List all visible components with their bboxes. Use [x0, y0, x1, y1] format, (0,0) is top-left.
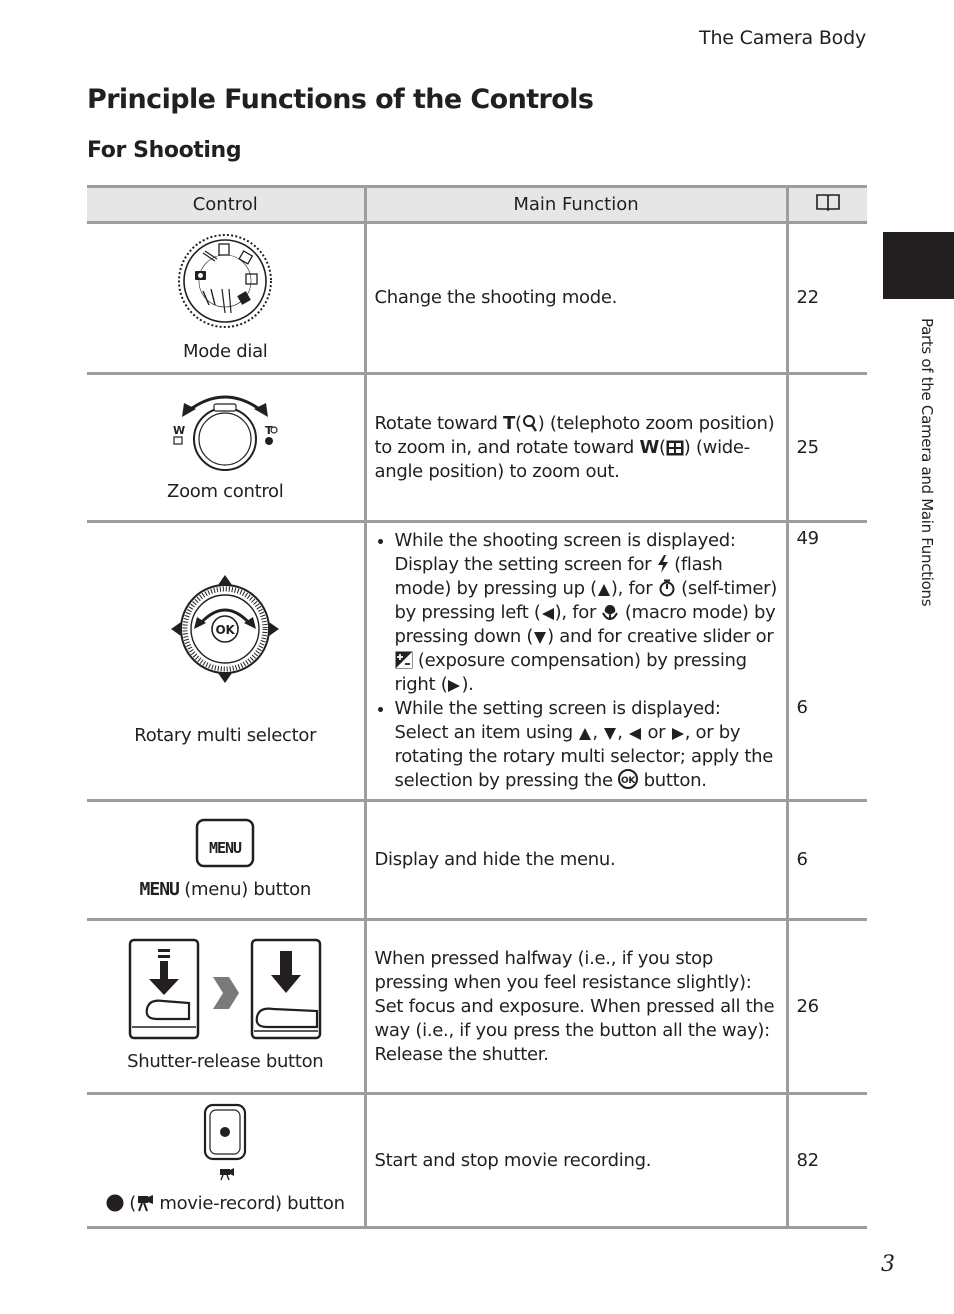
function-text: ( [515, 412, 522, 434]
arrow-up-icon [597, 583, 611, 597]
svg-text:T: T [265, 424, 273, 437]
function-text: ). [461, 674, 474, 695]
flash-icon [657, 555, 669, 573]
control-cell [87, 801, 365, 920]
svg-text:W: W [173, 424, 186, 437]
ok-button-icon [618, 769, 638, 789]
thumbnail-grid-icon [666, 440, 684, 456]
table-row [87, 801, 867, 920]
page-number: 3 [881, 1252, 895, 1277]
table-row [87, 920, 867, 1094]
arrow-down-icon [603, 727, 617, 741]
control-label-mode-dial: Mode dial [182, 340, 268, 362]
function-text: (self-timer) by pressing left ( [394, 578, 777, 623]
function-text: (flash mode) by pressing up ( [394, 554, 723, 599]
arrow-up-icon [578, 727, 592, 741]
function-text: or [647, 722, 666, 743]
controls-table [87, 185, 867, 1229]
function-cell: Display and hide the menu. [365, 801, 787, 920]
function-text: ) (telephoto zoom position) to zoom in, and rotate toward [374, 412, 775, 458]
function-text: button. [643, 770, 707, 791]
arrow-left-icon [628, 727, 642, 741]
function-text: , [617, 722, 623, 743]
control-cell [87, 920, 365, 1094]
reference-page: 6 [796, 697, 808, 718]
control-label-menu [87, 878, 364, 902]
self-timer-icon [658, 579, 676, 597]
menu-icon-text: MENU [139, 878, 179, 900]
control-cell [87, 374, 365, 522]
table-row [87, 374, 867, 522]
list-item [395, 697, 778, 793]
record-dot-icon [106, 1194, 124, 1212]
shutter-release-icon [127, 937, 323, 1041]
movie-record-button-icon [200, 1103, 250, 1183]
control-cell [87, 223, 365, 374]
header-control: Control [87, 187, 365, 223]
function-text: , [592, 722, 598, 743]
page-title: Principle Functions of the Controls [87, 84, 594, 115]
list-item [395, 529, 778, 697]
arrow-right-icon [447, 679, 461, 693]
function-cell: When pressed halfway (i.e., if you stop pressing when you feel resistance slightly): Set focus and exposure. When pressed all the way (i.e., if you press the button all the way): Release the shutter. [365, 920, 787, 1094]
header-section-title: The Camera Body [699, 27, 866, 49]
function-cell: Change the shooting mode. [365, 223, 787, 374]
control-label-text: ( [129, 1193, 136, 1214]
header-reference [787, 187, 867, 223]
control-label-zoom: Zoom control [167, 481, 284, 502]
function-text: (exposure compensation) by pressing right ( [394, 650, 747, 695]
macro-icon [601, 603, 619, 621]
function-text: ), for [610, 578, 653, 599]
control-label-text: movie-record) button [159, 1193, 345, 1214]
reference-pages-cell [787, 522, 867, 801]
exposure-compensation-icon [395, 651, 413, 669]
zoom-control-icon [170, 389, 280, 471]
control-label-text: (menu) button [184, 878, 311, 900]
menu-button-icon [194, 817, 256, 869]
function-text: ), for [554, 602, 597, 623]
control-label-shutter: Shutter-release button [127, 1051, 324, 1072]
arrow-down-icon [533, 631, 547, 645]
function-text: Rotate toward [374, 412, 498, 434]
function-text: While the shooting screen is displayed: Display the setting screen for [394, 530, 736, 575]
table-row [87, 223, 867, 374]
side-tab-marker [883, 232, 954, 299]
table-row [87, 1094, 867, 1228]
telephoto-letter: T [503, 412, 515, 434]
rotary-multi-selector-icon [169, 573, 281, 685]
magnify-icon [522, 414, 538, 432]
section-title: For Shooting [87, 138, 242, 163]
reference-page: 82 [787, 1094, 867, 1228]
svg-text:OK: OK [621, 776, 636, 786]
reference-page: 25 [787, 374, 867, 522]
book-icon [815, 192, 841, 212]
mode-dial-icon [175, 231, 275, 331]
reference-page: 22 [787, 223, 867, 374]
function-text: ) and for creative slider or [547, 626, 774, 647]
function-text: ( [659, 436, 666, 458]
function-text: While the setting screen is displayed: Select an item using [394, 698, 721, 743]
reference-page: 49 [796, 528, 819, 549]
function-text: , or by rotating the rotary multi selector; apply the selection by pressing the [394, 722, 774, 791]
table-header-row [87, 187, 867, 223]
arrow-right-icon [671, 727, 685, 741]
reference-page: 26 [787, 920, 867, 1094]
control-label-movie [87, 1192, 364, 1216]
reference-page: 6 [787, 801, 867, 920]
table-row [87, 522, 867, 801]
header-main-function: Main Function [365, 187, 787, 223]
function-text: ) (wide-angle position) to zoom out. [374, 436, 750, 482]
arrow-left-icon [541, 607, 555, 621]
movie-camera-icon [136, 1194, 154, 1212]
svg-text:MENU: MENU [209, 838, 242, 857]
wide-letter: W [639, 436, 660, 458]
control-cell [87, 522, 365, 801]
control-label-rotary: Rotary multi selector [134, 724, 317, 746]
svg-text:OK: OK [215, 622, 235, 637]
function-cell: Start and stop movie recording. [365, 1094, 787, 1228]
function-cell [365, 374, 787, 522]
control-cell [87, 1094, 365, 1228]
function-cell [365, 522, 787, 801]
function-text: (macro mode) by pressing down ( [394, 602, 776, 647]
side-label: Parts of the Camera and Main Functions [918, 318, 936, 607]
